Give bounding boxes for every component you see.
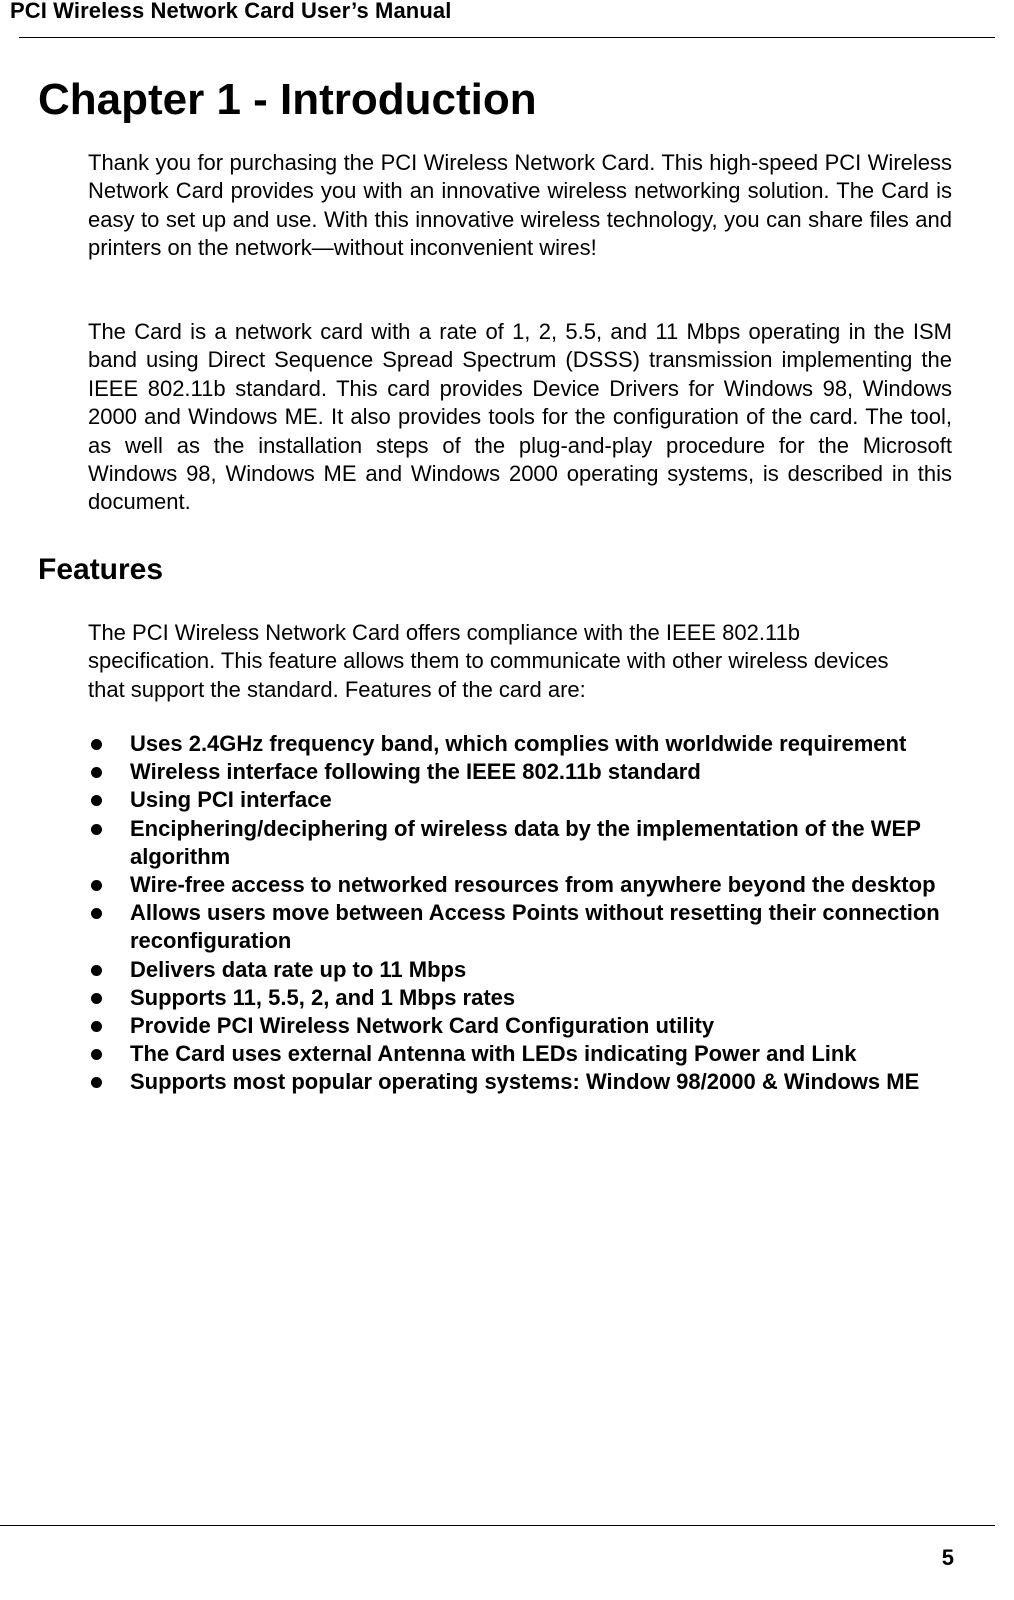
feature-text: Uses 2.4GHz frequency band, which complies with worldwide requirement: [130, 731, 907, 756]
feature-text: Using PCI interface: [130, 787, 332, 813]
feature-item: [88, 1040, 968, 1068]
bullet-dot-icon: [91, 1049, 102, 1060]
intro-paragraph-2: The Card is a network card with a rate of 1, 2, 5.5, and 11 Mbps operating in the ISM band using Direct Sequence Spread Spectrum (DSSS) transmission implementing the IEEE 802.11b standard. This card provides Device Drivers for Windows 98, Windows 2000 and Windows ME. It also provides tools for the configuration of the card. The tool, as well as the installation steps of the plug-and-play procedure for the Microsoft Windows 98, Windows ME and Windows 2000 operating systems, is described in this document.: [88, 319, 952, 515]
chapter-title: Chapter 1 - Introduction: [38, 75, 537, 124]
feature-text: Supports most popular operating systems: Window 98/2000 & Windows ME: [130, 1069, 920, 1095]
feature-item: [88, 1068, 968, 1096]
page-number: 5: [941, 1545, 954, 1570]
feature-item: [88, 1012, 968, 1040]
footer-rule: [0, 1525, 995, 1526]
features-heading: Features: [38, 553, 164, 586]
feature-item: [88, 758, 968, 786]
bullet-dot-icon: [91, 993, 102, 1004]
intro-paragraph-1: Thank you for purchasing the PCI Wireless Network Card. This high-speed PCI Wireless Network Card provides you with an innovative wireless networking solution. The Card is easy to set up and use. With this innovative wireless technology, you can share files and printers on the network—without inconvenient wires!: [88, 150, 952, 261]
bullet-dot-icon: [91, 1077, 102, 1088]
bullet-dot-icon: [91, 1021, 102, 1032]
features-list: [88, 730, 968, 1097]
bullet-dot-icon: [91, 965, 102, 976]
bullet-dot-icon: [91, 824, 102, 835]
bullet-dot-icon: [91, 795, 102, 806]
feature-item: [88, 730, 968, 758]
feature-text: Wireless interface following the IEEE 802.11b standard: [130, 759, 701, 785]
feature-item: [88, 786, 968, 814]
feature-item: [88, 815, 968, 871]
feature-text: The Card uses external Antenna with LEDs indicating Power and Link: [130, 1041, 857, 1067]
feature-text: Wire-free access to networked resources from anywhere beyond the desktop: [130, 872, 936, 898]
feature-text: Provide PCI Wireless Network Card Configuration utility: [130, 1013, 715, 1039]
feature-item: [88, 984, 968, 1012]
features-intro-paragraph: The PCI Wireless Network Card offers compliance with the IEEE 802.11b specification. This feature allows them to communicate with other wireless devices that support the standard. Features of the card are:: [88, 620, 889, 702]
feature-item: [88, 899, 968, 955]
bullet-dot-icon: [91, 767, 102, 778]
feature-text: Supports 11, 5.5, 2, and 1 Mbps rates: [130, 984, 516, 1010]
feature-text: Enciphering/deciphering of wireless data by the implementation of the WEP algorithm: [130, 815, 921, 869]
header-rule: [19, 37, 995, 38]
feature-item: [88, 956, 968, 984]
bullet-dot-icon: [91, 908, 102, 919]
bullet-dot-icon: [91, 739, 102, 750]
running-header: PCI Wireless Network Card User’s Manual: [10, 0, 452, 23]
feature-text: Allows users move between Access Points without resetting their connection reconfiguration: [130, 900, 940, 954]
feature-text: Delivers data rate up to 11 Mbps: [130, 956, 467, 982]
bullet-dot-icon: [91, 880, 102, 891]
feature-item: [88, 871, 968, 899]
